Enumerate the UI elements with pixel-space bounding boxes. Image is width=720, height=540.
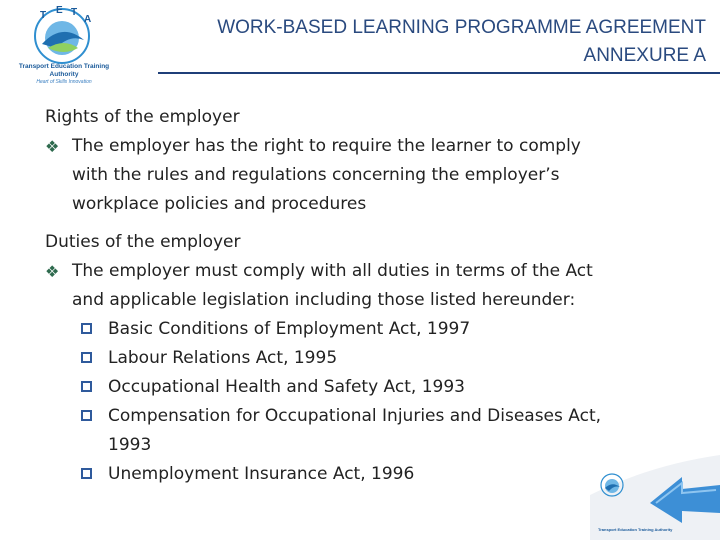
logo-letter-t2: T — [71, 7, 78, 18]
rights-line-3: workplace policies and procedures — [72, 194, 367, 214]
logo-letter-a: A — [84, 14, 92, 25]
checkbox-bullet-icon — [81, 381, 92, 392]
checkbox-bullet-icon — [81, 468, 92, 479]
act-text: Occupational Health and Safety Act, 1993 — [108, 377, 465, 397]
rights-heading: Rights of the employer — [45, 107, 240, 127]
act-item-lra — [45, 344, 695, 373]
duties-line-2: and applicable legislation including those listed hereunder: — [72, 290, 576, 310]
duties-bullet — [45, 257, 695, 315]
act-item-bcea — [45, 315, 695, 344]
logo-letter-e: E — [56, 5, 63, 16]
rights-bullet — [45, 132, 695, 219]
logo-caption: Transport Education Training Authority — [18, 63, 110, 78]
rights-line-2: with the rules and regulations concerning the employer’s — [72, 165, 560, 185]
title-line-1: WORK-BASED LEARNING PROGRAMME AGREEMENT — [217, 17, 706, 38]
act-text: Compensation for Occupational Injuries and Diseases Act, — [108, 406, 602, 426]
duties-heading: Duties of the employer — [45, 232, 241, 252]
act-text-cont: 1993 — [108, 435, 152, 455]
logo-tagline: Heart of Skills Innovation — [36, 79, 92, 85]
act-item-coida — [45, 402, 695, 460]
checkbox-bullet-icon — [81, 352, 92, 363]
duties-line-1: The employer must comply with all duties in terms of the Act — [72, 261, 593, 281]
act-text: Basic Conditions of Employment Act, 1997 — [108, 319, 471, 339]
checkbox-bullet-icon — [81, 323, 92, 334]
diamond-bullet-icon: ❖ — [45, 262, 60, 281]
act-item-ohsa — [45, 373, 695, 402]
checkbox-bullet-icon — [81, 410, 92, 421]
diamond-bullet-icon: ❖ — [45, 137, 60, 156]
rights-line-1: The employer has the right to require the learner to comply — [72, 136, 581, 156]
title-underline — [158, 72, 720, 74]
footer-logo-caption: Transport Education Training Authority — [598, 527, 673, 532]
logo-letter-t1: T — [40, 10, 47, 21]
act-text: Labour Relations Act, 1995 — [108, 348, 338, 368]
act-text: Unemployment Insurance Act, 1996 — [108, 464, 415, 484]
title-line-2: ANNEXURE A — [583, 45, 706, 66]
page-title — [217, 14, 706, 70]
agreement-body — [45, 103, 695, 489]
